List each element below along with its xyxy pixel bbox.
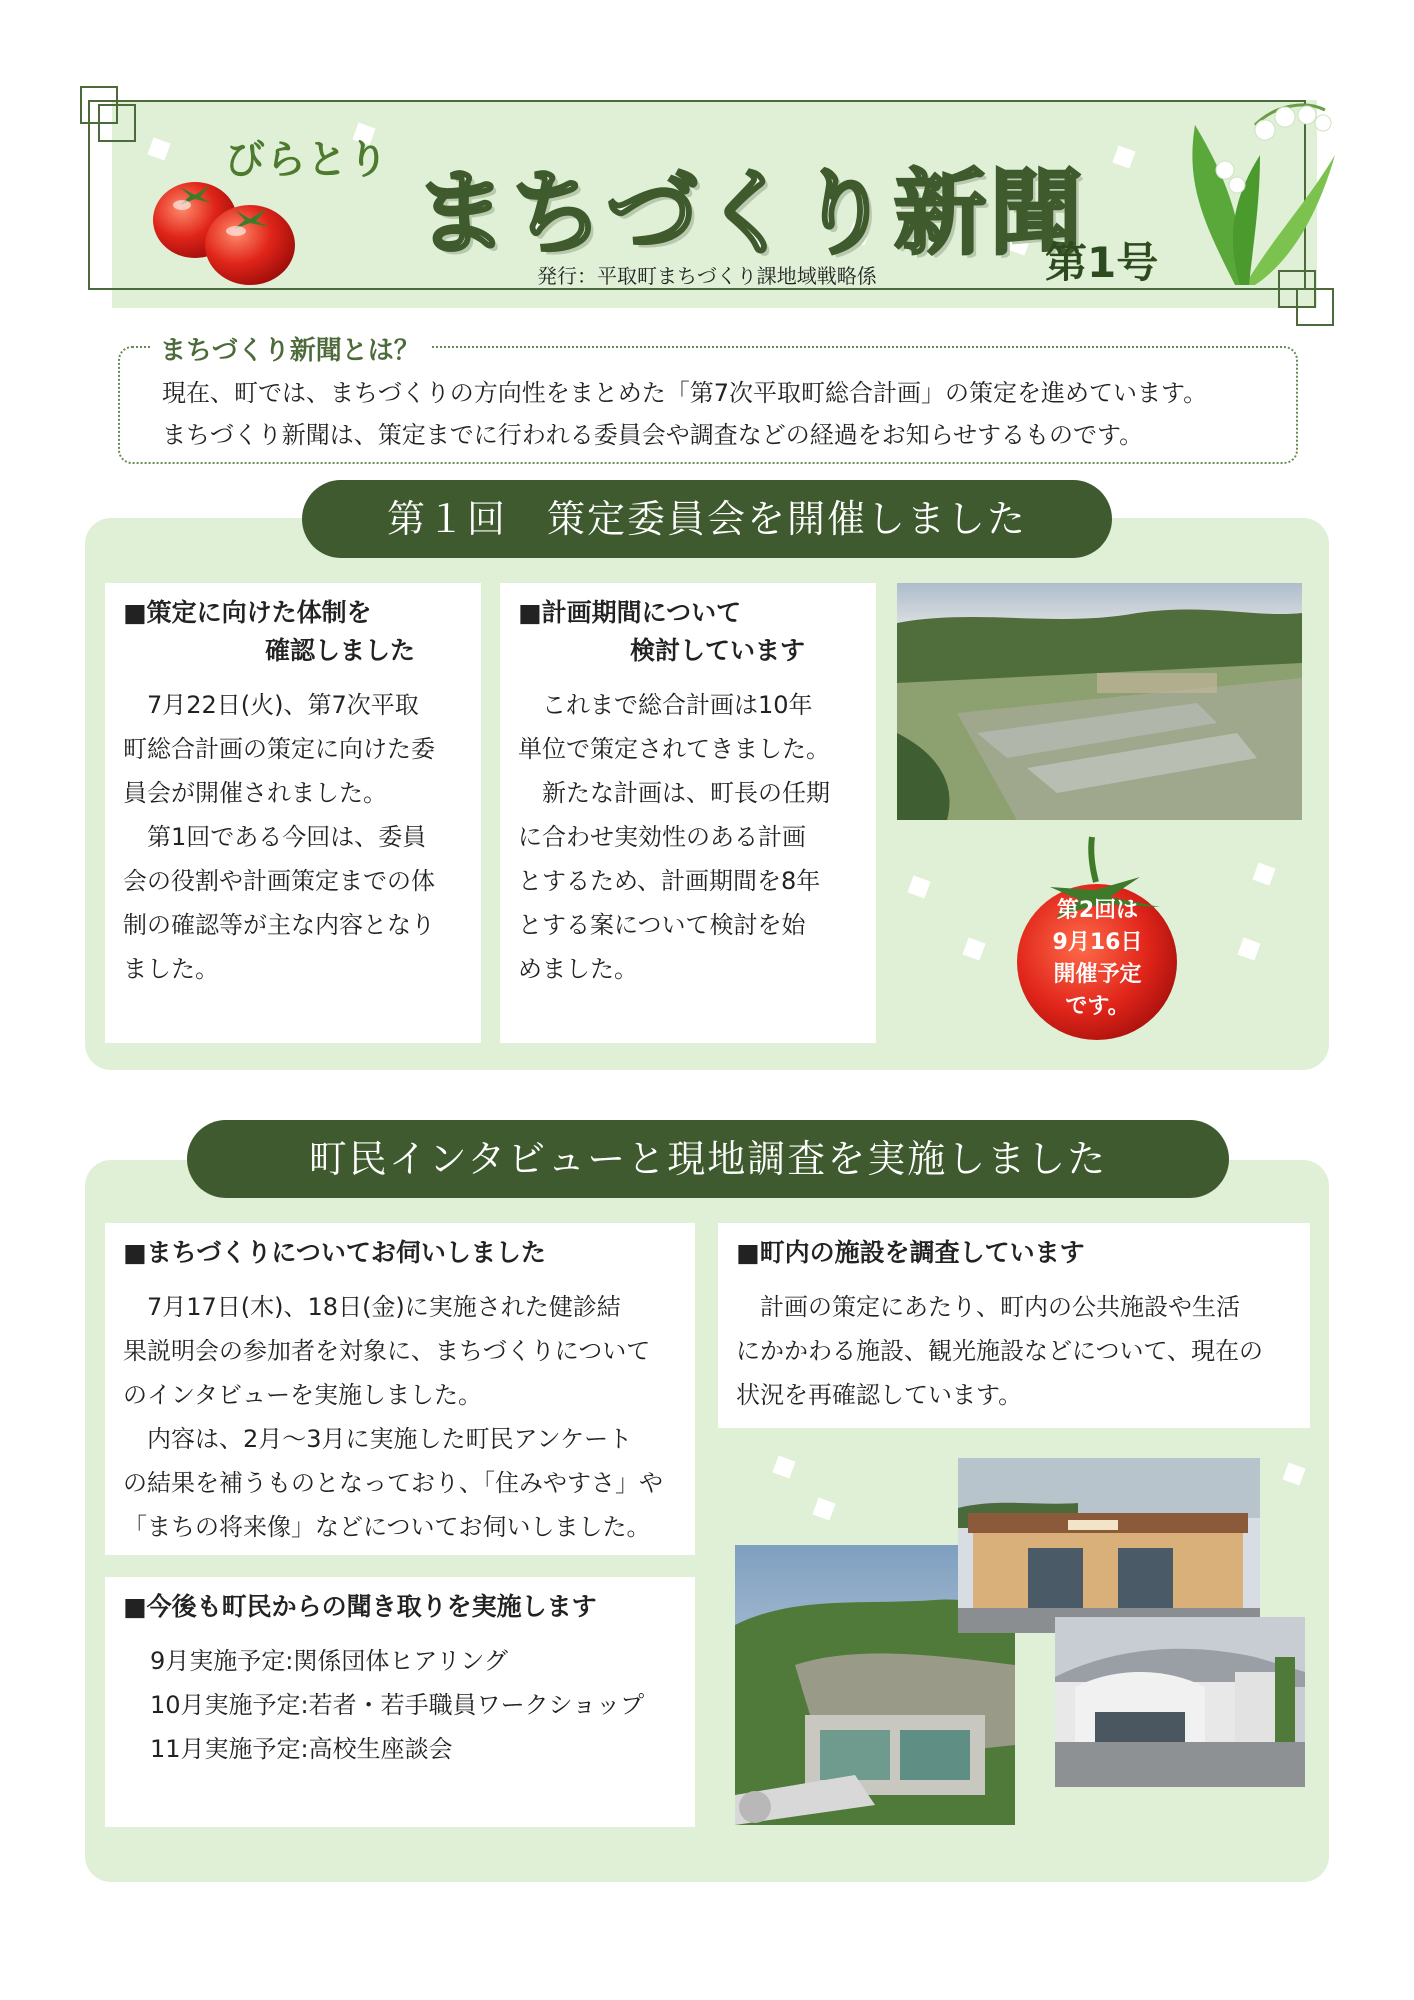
intro-line: 現在、町では、まちづくりの方向性をまとめた「第7次平取町総合計画」の策定を進めています。 (162, 379, 1208, 407)
text-line: ました。 (123, 955, 219, 983)
newspaper-title: まちづくり新聞 (415, 160, 1087, 267)
frame-corner-square (1296, 288, 1334, 326)
article-card (105, 1577, 695, 1827)
schedule-list (150, 1639, 690, 1771)
text-line: 会の役割や計画策定までの体 (123, 867, 435, 895)
text-line: 新たな計画は、町長の任期 (518, 779, 830, 807)
text-line: に合わせ実効性のある計画 (518, 823, 806, 851)
text-line: 計画の策定にあたり、町内の公共施設や生活 (736, 1293, 1240, 1321)
article-body (123, 1285, 693, 1549)
text-line: 単位で策定されてきました。 (518, 735, 830, 763)
article-heading: 検討しています (630, 636, 806, 665)
text-line: のインタビューを実施しました。 (123, 1381, 483, 1409)
article-body (123, 683, 473, 991)
text-line: 状況を再確認しています。 (736, 1381, 1023, 1409)
schedule-item: 10月実施予定:若者・若手職員ワークショップ (150, 1691, 645, 1719)
section-title: 町民インタビューと現地調査を実施しました (187, 1120, 1229, 1198)
schedule-item: 11月実施予定:高校生座談会 (150, 1735, 453, 1763)
text-line: 制の確認等が主な内容となり (123, 911, 435, 939)
text-line: 員会が開催されました。 (123, 779, 387, 807)
next-meeting-note (1040, 895, 1155, 1023)
aerial-town-photo (897, 583, 1302, 820)
article-card (718, 1223, 1310, 1428)
article-body (736, 1285, 1306, 1417)
text-line: めました。 (518, 955, 638, 983)
article-heading: 確認しました (265, 636, 416, 665)
text-line: これまで総合計画は10年 (518, 691, 813, 719)
schedule-item: 9月実施予定:関係団体ヒアリング (150, 1647, 508, 1675)
intro-text (162, 372, 1282, 456)
text-line: 7月22日(火)、第7次平取 (123, 691, 419, 719)
publisher-line: 発行：平取町まちづくり課地域戦略係 (537, 264, 877, 288)
text-line: 7月17日(木)、18日(金)に実施された健診結 (123, 1293, 621, 1321)
article-heading: ■今後も町民からの聞き取りを実施します (123, 1592, 597, 1621)
article-card (105, 1223, 695, 1555)
intro-line: まちづくり新聞は、策定までに行われる委員会や調査などの経過をお知らせするものです。 (162, 421, 1144, 449)
text-line: 第1回である今回は、委員 (123, 823, 427, 851)
article-card (500, 583, 876, 1043)
article-card (105, 583, 481, 1043)
lily-of-the-valley-icon (1165, 85, 1340, 290)
text-line: 内容は、2月～3月に実施した町民アンケート (123, 1425, 633, 1453)
article-body (518, 683, 868, 991)
note-line: 9月16日 (1052, 930, 1143, 955)
text-line: 果説明会の参加者を対象に、まちづくりについて (123, 1337, 651, 1365)
community-building-photo (958, 1458, 1260, 1633)
text-line: 「まちの将来像」などについてお伺いしました。 (123, 1513, 651, 1541)
header-subtitle: びらとり (225, 137, 389, 183)
note-line: です。 (1065, 994, 1130, 1019)
text-line: 町総合計画の策定に向けた委 (123, 735, 435, 763)
article-heading: ■まちづくりについてお伺いしました (123, 1238, 546, 1267)
article-heading: ■町内の施設を調査しています (736, 1238, 1085, 1267)
text-line: とするため、計画期間を8年 (518, 867, 821, 895)
public-hall-photo (1055, 1617, 1305, 1787)
note-line: 開催予定 (1053, 962, 1142, 987)
issue-number: 第1号 (1045, 238, 1159, 287)
section-title: 第１回 策定委員会を開催しました (302, 480, 1112, 558)
frame-corner-square (98, 104, 136, 142)
article-heading: ■計画期間について (518, 598, 742, 627)
text-line: とする案について検討を始 (518, 911, 806, 939)
text-line: の結果を補うものとなっており、「住みやすさ」や (123, 1469, 663, 1497)
article-heading: ■策定に向けた体制を (123, 598, 372, 627)
intro-heading: まちづくり新聞とは？ (150, 330, 430, 367)
note-line: 第2回は (1056, 898, 1139, 923)
text-line: にかかわる施設、観光施設などについて、現在の (736, 1337, 1264, 1365)
